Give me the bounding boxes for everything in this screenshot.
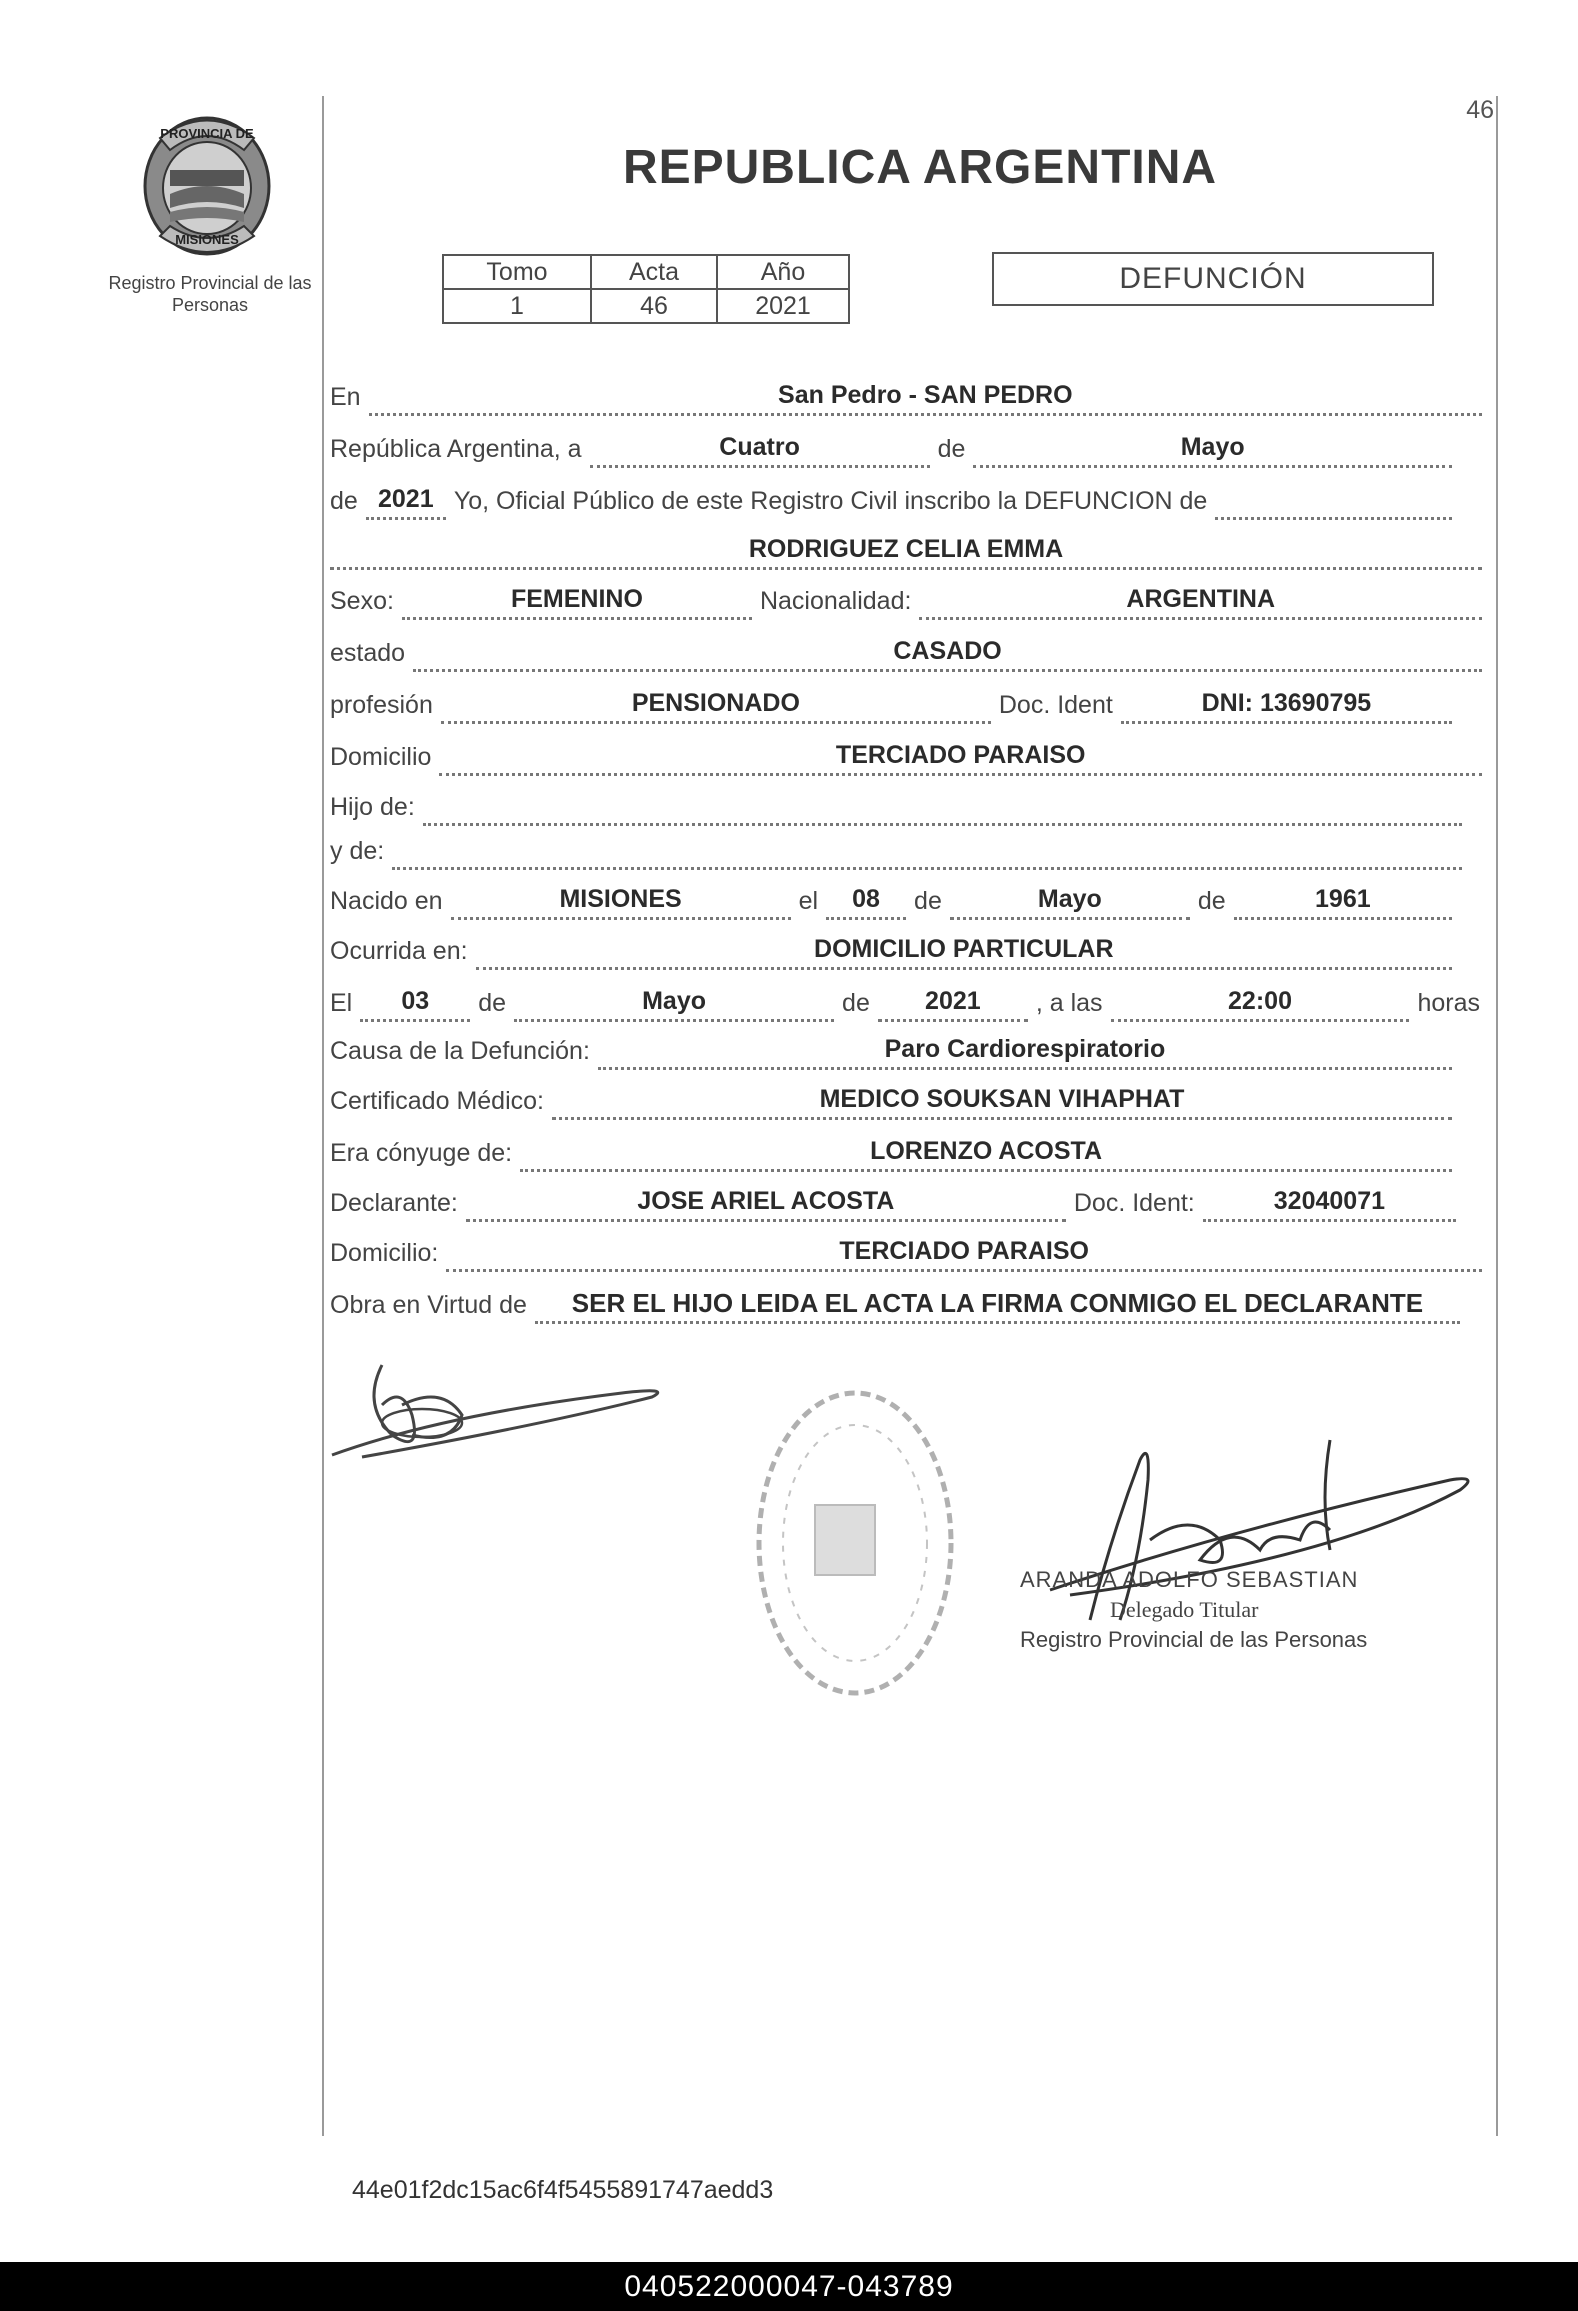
nac-dia: 08 [826,881,906,920]
def-dia: 03 [360,983,470,1022]
certificado-label: Certificado Médico: [330,1087,544,1115]
nacionalidad-value: ARGENTINA [919,581,1482,620]
el-label: el [798,887,819,915]
declarante-label: Declarante: [330,1189,458,1217]
line-republica [330,428,1460,468]
svg-text:MISIONES: MISIONES [175,232,239,247]
doc-value: DNI: 13690795 [1121,685,1452,724]
line-hijo [330,786,1470,826]
anio-value: 2021 [366,481,446,520]
acta-header: Acta [591,255,717,289]
registrar-role: Delegado Titular [1110,1597,1259,1622]
left-margin-rule [322,96,324,2136]
ocurrida-label: Ocurrida en: [330,937,468,965]
line-obra [330,1284,1460,1324]
hijo-label: Hijo de: [330,793,415,821]
ocurrida-value: DOMICILIO PARTICULAR [476,931,1452,970]
domicilio2-value: TERCIADO PARAISO [446,1233,1482,1272]
domicilio-value: TERCIADO PARAISO [439,737,1482,776]
en-value: San Pedro - SAN PEDRO [369,377,1482,416]
line-nombre [330,530,1490,570]
line-en [330,376,1490,416]
conyuge-label: Era cónyuge de: [330,1139,513,1167]
domicilio-label: Domicilio [330,743,432,771]
misiones-seal-logo [140,108,275,258]
estado-value: CASADO [413,633,1482,672]
tomo-value: 1 [443,289,591,323]
certificado-value: MEDICO SOUKSAN VIHAPHAT [552,1081,1452,1120]
acta-value: 46 [591,289,717,323]
nacionalidad-label: Nacionalidad: [759,587,912,615]
en-label: En [330,383,361,411]
def-de-label-2: de [842,989,870,1017]
yde-value [392,831,1462,870]
estado-label: estado [330,639,406,667]
def-mes: Mayo [514,983,834,1022]
sexo-label: Sexo: [330,587,394,615]
def-anio: 2021 [878,983,1028,1022]
def-hora: 22:00 [1111,983,1410,1022]
anio-value: 2021 [717,289,849,323]
line-estado [330,632,1490,672]
registry-table [442,254,850,324]
registrar-office: Registro Provincial de las Personas [1020,1627,1368,1652]
hijo-value [423,787,1462,826]
de-label: de [937,435,966,463]
nacido-value: MISIONES [451,881,791,920]
line-domicilio [330,736,1490,776]
svg-text:PROVINCIA DE: PROVINCIA DE [160,126,254,141]
registrar-name: ARANDA ADOLFO SEBASTIAN [1020,1567,1359,1592]
doc2-label: Doc. Ident: [1073,1189,1195,1217]
alas-label: , a las [1035,989,1103,1017]
line-causa [330,1030,1460,1070]
sexo-value: FEMENINO [402,581,752,620]
el2-label: El [330,989,353,1017]
page-title: REPUBLICA ARGENTINA [622,141,1218,194]
domicilio2-label: Domicilio: [330,1239,439,1267]
nombre-value: RODRIGUEZ CELIA EMMA [330,531,1482,570]
profesion-value: PENSIONADO [441,685,991,724]
nac-anio: 1961 [1234,881,1452,920]
causa-label: Causa de la Defunción: [330,1037,590,1065]
barcode-bar: 040522000047-043789 [0,2262,1578,2311]
document-hash: 44e01f2dc15ac6f4f5455891747aedd3 [352,2176,774,2204]
tomo-header: Tomo [443,255,591,289]
doc2-value: 32040071 [1203,1183,1456,1222]
oficial-blank [1215,481,1452,520]
line-conyuge [330,1132,1460,1172]
issuer-caption: Registro Provincial de las Personas [108,273,312,315]
republica-label: República Argentina, a [330,435,582,463]
nac-mes: Mayo [950,881,1190,920]
nac-de-label-2: de [1197,887,1226,915]
nac-de-label: de [914,887,942,915]
dia-value: Cuatro [590,429,930,468]
right-margin-rule [1496,96,1498,2136]
mes-value: Mayo [973,429,1452,468]
line-profesion [330,684,1460,724]
yde-label: y de: [330,837,385,865]
line-oficial [330,480,1460,520]
line-yde [330,830,1470,870]
line-certificado [330,1080,1460,1120]
line-declarante [330,1182,1464,1222]
conyuge-value: LORENZO ACOSTA [520,1133,1452,1172]
line-ocurrida [330,930,1460,970]
horas-label: horas [1417,989,1480,1017]
line-fecha-defuncion [330,982,1480,1022]
official-stamp [745,1385,955,1705]
obra-value: SER EL HIJO LEIDA EL ACTA LA FIRMA CONMIGO EL DECLARANTE [535,1285,1460,1324]
anio-header: Año [717,255,849,289]
line-sexo [330,580,1490,620]
declarante-value: JOSE ARIEL ACOSTA [466,1183,1066,1222]
nacido-label: Nacido en [330,887,443,915]
line-domicilio2 [330,1232,1490,1272]
causa-value: Paro Cardiorespiratorio [598,1031,1452,1070]
page-number: 46 [1466,96,1494,124]
line-nacido [330,880,1460,920]
def-de-label: de [478,989,507,1017]
profesion-label: profesión [330,691,433,719]
doc-label: Doc. Ident [998,691,1113,719]
declarant-signature [322,1345,682,1475]
oficial-text: Yo, Oficial Público de este Registro Civil inscribo la DEFUNCION de [453,487,1208,515]
de-label-2: de [330,487,358,515]
registrar-signature-block [1020,1565,1400,1655]
record-type-box: DEFUNCIÓN [992,252,1434,306]
obra-label: Obra en Virtud de [330,1291,527,1319]
